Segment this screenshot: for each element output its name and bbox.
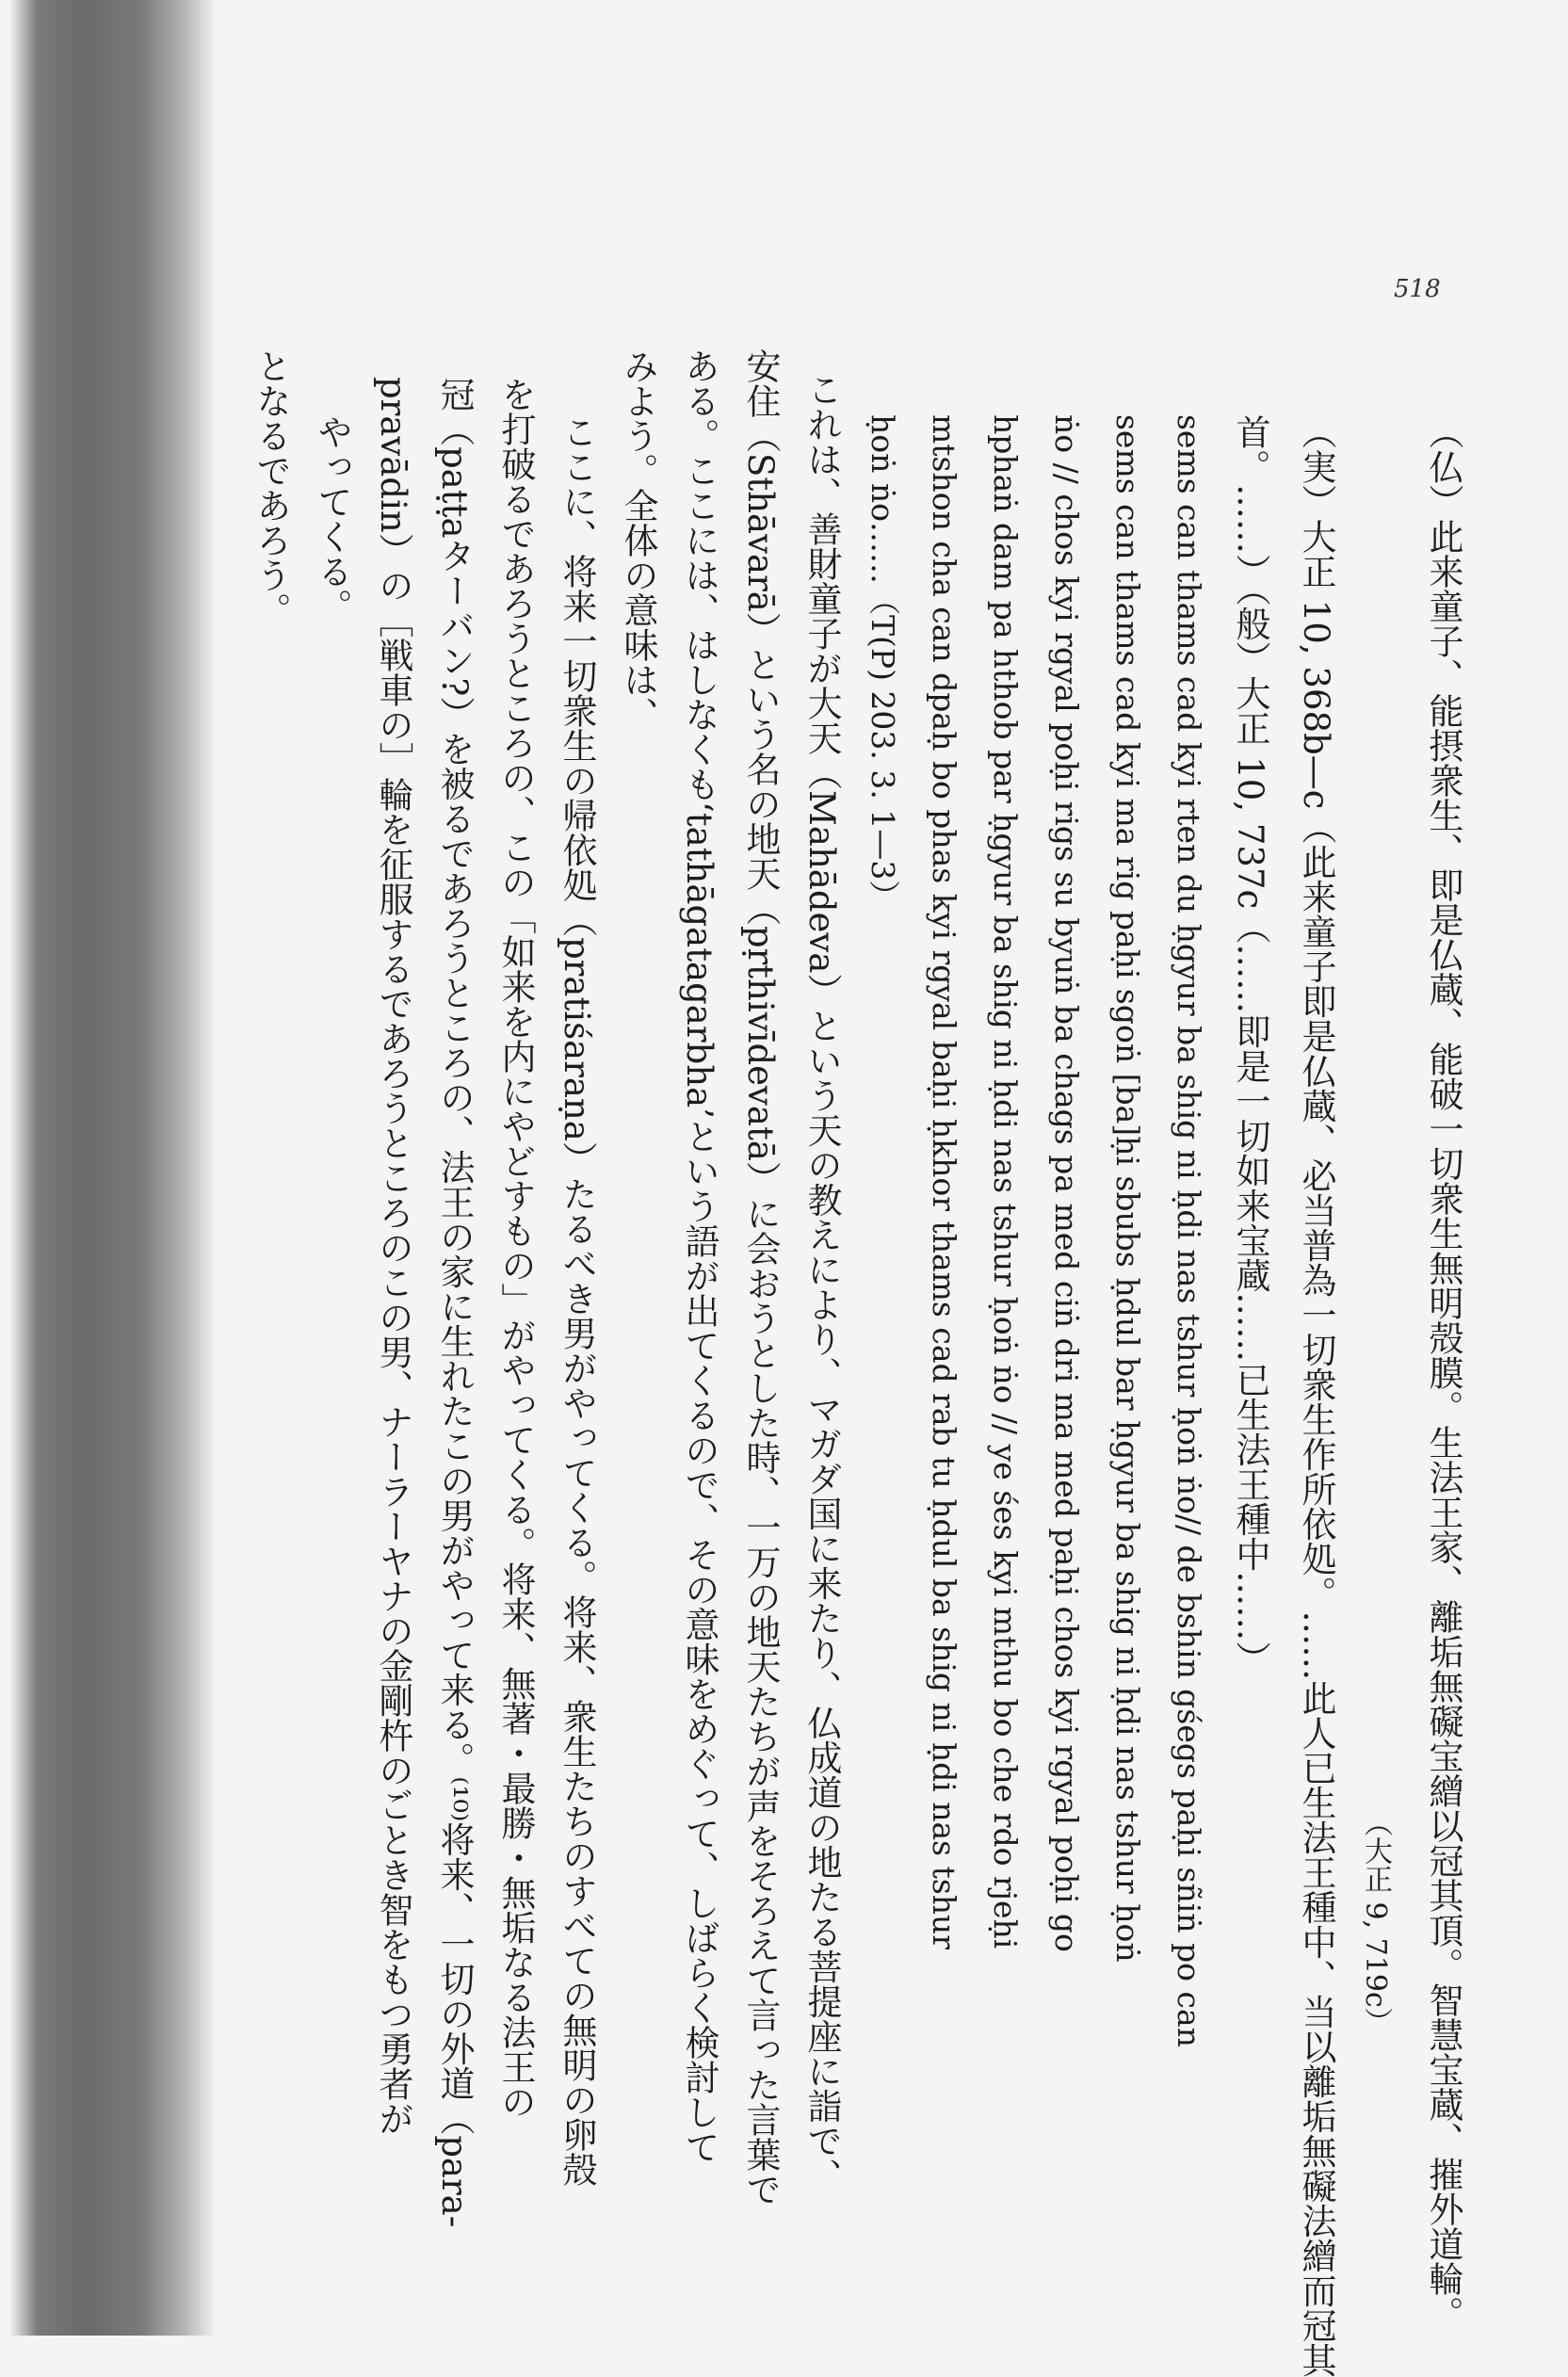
tibetan-line-4: hphaṅ dam pa hthob par ḥgyur ba shig ni ḥdi nas tshur ḥoṅ ṅo // ye śes kyi mthu bo che rdo rjeḥi <box>987 414 1024 1949</box>
quote-citation: （大正 9, 719c） <box>1359 1808 1392 2036</box>
tibetan-line-6: ḥoṅ ṅo……（T(P) 203. 3. 1—3） <box>865 414 901 912</box>
commentary-line-7: 冠（paṭṭaターバン?）を被るであろうところの、法王の家に生れたこの男がやって来る。⁽¹⁰⁾将来、一切の外道（para- <box>434 377 475 2228</box>
commentary-line-5: ここに、将来一切衆生の帰依処（pratiśaraṇa）たるべき男がやってくる。将来、衆生たちのすべての無明の卵殻 <box>557 414 597 2187</box>
tibetan-line-3: ṅo // chos kyi rgyal poḥi rigs su byuṅ ba chags pa med ciṅ dri ma med paḥi chos kyi rgyal poḥi go <box>1048 414 1085 1952</box>
tibetan-line-2: sems can thams cad kyi ma rig paḥi sgoṅ [ba]ḥi sbubs ḥdul bar ḥgyur ba shig ni ḥdi nas tshur ḥoṅ <box>1109 414 1146 1963</box>
commentary-line-2: 安住（Sthāvarā）という名の地天（pṛthivīdevatā）に会おうとした時、一万の地天たちが声をそろえて言った言葉で <box>740 348 781 2207</box>
commentary-line-4: みよう。全体の意味は、 <box>618 348 658 732</box>
commentary-line-6: を打破るであろうところの、この「如来を内にやどすもの」がやってくる。将来、無著・最勝・無垢なる法王の <box>495 377 536 2119</box>
commentary-line-10: となるであろう。 <box>251 348 291 627</box>
variant-line-1: （実）大正 10, 368b—c（此来童子即是仏蔵、必当普為一切衆生作所依処。……此人已生法王種中、当以離垢無礙法繒而冠其 <box>1296 414 1336 2377</box>
commentary-line-9: やってくる。 <box>312 414 352 623</box>
commentary-line-8: pravādin）の［戦車の］輪を征服するであろうところのこの男、ナーラーヤナの金剛杵のごとき智をもつ勇者が <box>373 377 413 2136</box>
page-number: 518 <box>1394 275 1441 303</box>
variant-line-2: 首。……）（般）大正 10, 737c（……即是一切如来宝蔵……已生法王種中……） <box>1230 414 1270 1676</box>
commentary-line-3: ある。ここには、はしなくも‘tathāgatagarbha’という語が出てくるので、その意味をめぐって、しばらく検討して <box>679 348 719 2164</box>
tibetan-line-5: mtshon cha can dpaḥ bo phas kyi rgyal baḥi ḥkhor thams cad rab tu ḥdul ba shig ni ḥdi nas tshur <box>926 414 962 1950</box>
commentary-line-1: これは、善財童子が大天（Mahādeva）という天の教えにより、マガダ国に来たり、仏成道の地たる菩提座に詣で、 <box>801 372 842 2193</box>
book-binding-shadow <box>0 0 217 2336</box>
tibetan-line-1: sems can thams cad kyi rten du ḥgyur ba shig ni ḥdi nas tshur ḥoṅ ṅo// de bshin gśegs paḥi sñiṅ po can <box>1171 414 1207 2047</box>
quote-line-1: （仏）此来童子、能摂衆生、即是仏蔵、能破一切衆生無明殻膜。生法王家、離垢無礙宝繒以冠其頂。智慧宝蔵、摧外道輪。 <box>1423 414 1463 2331</box>
